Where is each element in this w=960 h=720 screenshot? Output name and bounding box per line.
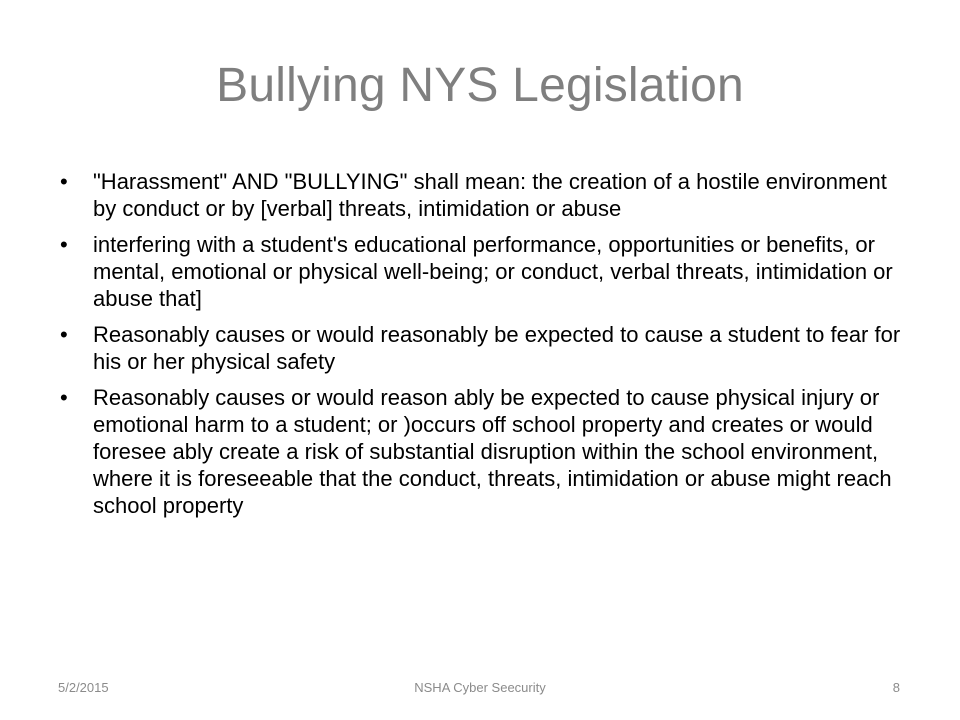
bullet-list — [60, 168, 910, 528]
slide-title: Bullying NYS Legislation — [216, 59, 744, 112]
bullet-item — [60, 168, 910, 222]
bullet-icon: • — [60, 322, 68, 347]
bullet-icon: • — [60, 232, 68, 257]
bullet-text: Reasonably causes or would reason ably be expected to cause physical injury or emotional harm to a student; or )occurs off school property and creates or would foresee ably create a risk of substantial disruption within the school environment, where it is foreseeable that the conduct, threats, intimidation or abuse might reach school property — [93, 385, 892, 518]
bullet-item — [60, 384, 910, 519]
footer-title: NSHA Cyber Seecurity — [414, 680, 546, 695]
bullet-icon: • — [60, 385, 68, 410]
bullet-text: interfering with a student's educational performance, opportunities or benefits, or mental, emotional or physical well-being; or conduct, verbal threats, intimidation or abuse that] — [93, 232, 893, 311]
bullet-text: Reasonably causes or would reasonably be expected to cause a student to fear for his or her physical safety — [93, 322, 901, 374]
bullet-text: "Harassment" AND "BULLYING" shall mean: the creation of a hostile environment by conduct or by [verbal] threats, intimidation or abuse — [93, 169, 887, 221]
footer-page-number: 8 — [892, 680, 900, 695]
footer-date: 5/2/2015 — [58, 680, 109, 695]
bullet-icon: • — [60, 169, 68, 194]
bullet-item — [60, 321, 910, 375]
bullet-item — [60, 231, 910, 312]
